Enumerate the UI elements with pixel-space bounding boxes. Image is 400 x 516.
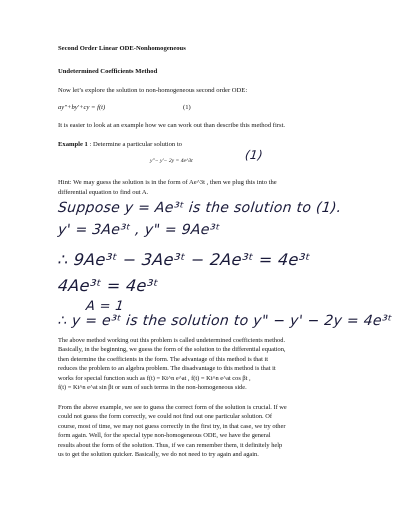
example-label: Example 1: [58, 141, 88, 148]
paragraph1-line: reduces the problem to an algebra problem. The disadvantage to this method is that it: [58, 365, 276, 373]
handwritten-line-3: ∴ 9Ae³ᵗ − 3Ae³ᵗ − 2Ae³ᵗ = 4e³ᵗ: [57, 250, 312, 269]
conclusion-paragraph: [58, 403, 358, 459]
intro-text: Now let’s explore the solution to non-homogeneous second order ODE:: [58, 87, 248, 94]
section-heading: Undetermined Coefficients Method: [58, 68, 158, 75]
handwritten-line-1: Suppose y = Ae³ᵗ is the solution to (1).: [57, 200, 343, 216]
handwritten-equation-number: (1): [244, 148, 264, 162]
equation-number: (1): [183, 104, 191, 111]
paragraph1-line: The above method working out this problem is called undetermined coefficients method.: [58, 337, 286, 344]
hint-line-1: Hint: We may guess the solution is in the form of Ae^3t , then we plug this into the: [58, 179, 277, 186]
paragraph1-line: f(t) = Kt^n e^at sin βt or sum of such terms in the non-homogeneous side.: [58, 384, 247, 392]
handwritten-line-5: A = 1: [85, 299, 125, 314]
example-text: : Determine a particular solution to: [89, 141, 182, 148]
example-equation: y"− y'− 2y = 4e^3t: [150, 158, 193, 164]
doc-title: Second Order Linear ODE-Nonhomogeneous: [58, 45, 186, 52]
paragraph1-line: Basically, in the beginning, we guess the form of the solution to the differential equation,: [58, 346, 286, 354]
paragraph2-line: results about the form of the solution. Thus, if we can remember them, it definitely help: [58, 441, 283, 449]
handwritten-line-6: ∴ y = e³ᵗ is the solution to y" − y' − 2y = 4e³ᵗ: [57, 313, 393, 329]
hint-line-2: differential equation to find out A.: [58, 189, 149, 196]
paragraph2-line: could not guess the form correctly, we could not find out one particular solution. Of: [58, 413, 272, 421]
ode-equation: [58, 103, 358, 112]
equation-expression: ay"+by'+cy = f(t): [58, 104, 106, 111]
paragraph1-line: works for special function such as f(t) = Kt^n e^at , f(t) = Kt^n e^at cos βt ,: [58, 374, 251, 382]
paragraph2-line: us to get the solution quicker. Basically, we do not need to try again and again.: [58, 451, 259, 459]
paragraph2-line: form again. Well, for the special type non-homogeneous ODE, we have the general: [58, 432, 271, 440]
easier-text: It is easier to look at an example how we can work out than describe this method first.: [58, 122, 286, 129]
paragraph2-line: course, most of time, we may not guess correctly in the first try, in that case, we try other: [58, 422, 286, 430]
handwritten-line-4: 4Ae³ᵗ = 4e³ᵗ: [57, 276, 160, 295]
handwritten-line-2: y' = 3Ae³ᵗ , y" = 9Ae³ᵗ: [57, 222, 221, 238]
paragraph2-line: From the above example, we see to guess the correct form of the solution is crucial. If we: [58, 404, 287, 411]
paragraph1-line: then determine the coefficients in the form. The advantage of this method is that it: [58, 355, 269, 363]
example-1: [58, 140, 358, 149]
method-paragraph: [58, 336, 358, 392]
